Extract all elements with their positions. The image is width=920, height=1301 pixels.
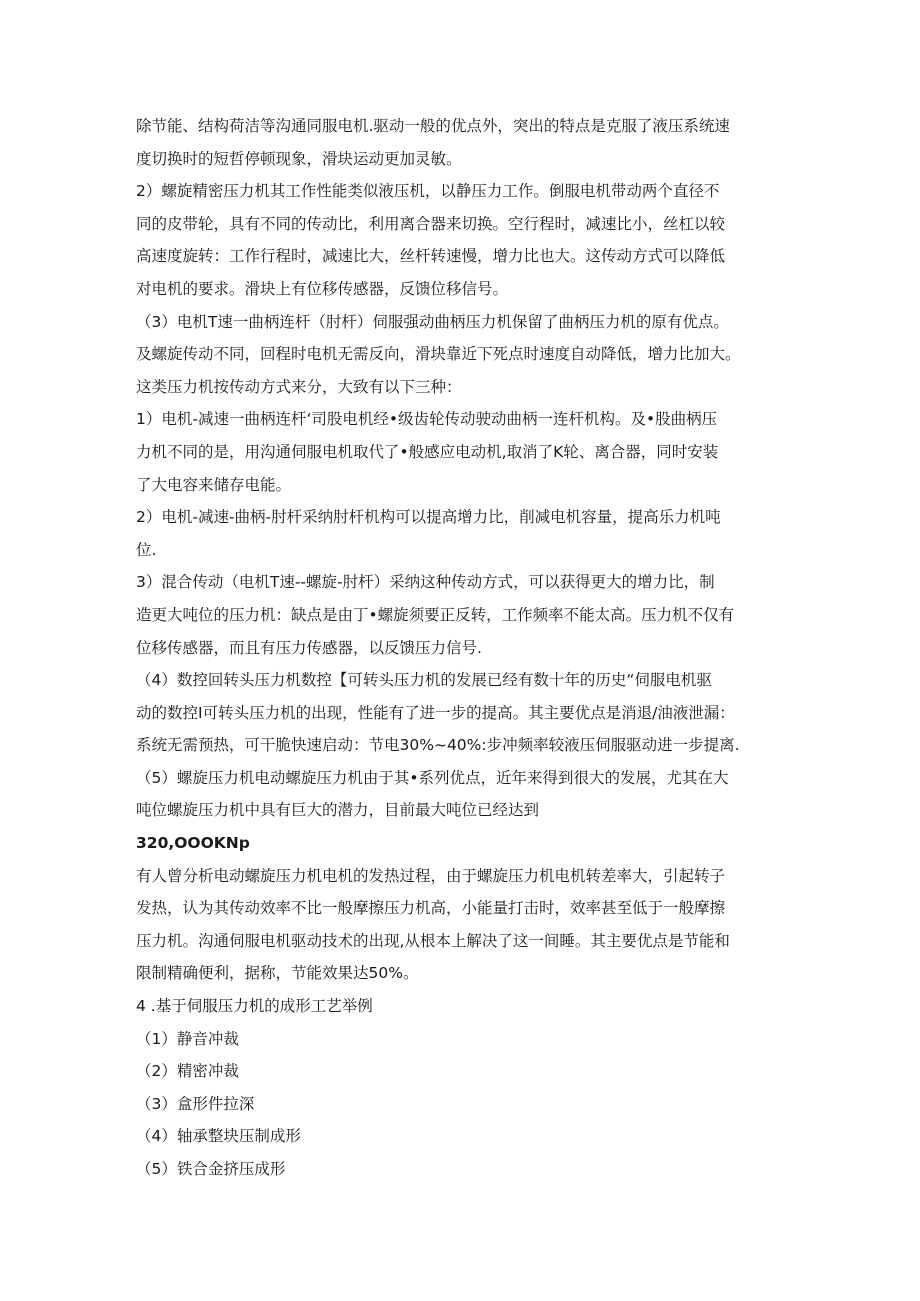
- text-line: 2）电机-减速-曲柄-肘杆采纳肘杆机构可以提高增力比，削减电机容量，提高乐力机吨: [136, 508, 721, 527]
- text-line: 动的数控I可转头压力机的出现，性能有了进一步的提高。其主要优点是消退/油液泄漏：: [136, 703, 735, 722]
- list-item: （2）精密冲裁: [136, 1062, 239, 1081]
- text-line: 对电机的要求。滑块上有位移传感器，反馈位移信号。: [136, 279, 509, 298]
- list-item: （5）铁合金挤压成形: [136, 1160, 286, 1178]
- text-line: 1）电机-减速一曲柄连杆‘司股电机经•级齿轮传动驶动曲柄一连杆机构。及•股曲柄压: [136, 410, 718, 429]
- section-heading: 4 .基于伺服压力机的成形工艺举例: [136, 997, 373, 1016]
- text-line: 系统无需预热，可干脆快速启动：节电30%~40%:步冲频率较液压伺服驱动进一步提离.: [136, 736, 740, 755]
- text-line: （4）数控回转头压力机数控【可转头压力机的发展已经有数十年的历史“伺服电机驱: [136, 671, 712, 690]
- text-line: 力机不同的是，用沟通伺服电机取代了•般感应电动机,取消了K轮、离合器，同时安装: [136, 442, 719, 461]
- text-line: 了大电容来储存电能。: [136, 475, 292, 494]
- text-line: 吨位螺旋压力机中具有巨大的潜力，目前最大吨位已经达到: [136, 801, 540, 820]
- text-line: 3）混合传动（电机T速--螺旋-肘杆）采纳这种传动方式，可以获得更大的增力比，制: [136, 573, 715, 592]
- text-line: 位移传感器，而且有压力传感器，以反馈压力信号.: [136, 638, 482, 657]
- list-item: （4）轴承整块压制成形: [136, 1127, 301, 1146]
- text-line: 位.: [136, 540, 157, 559]
- text-line: （5）螺旋压力机电动螺旋压力机由于其•系列优点，近年来得到很大的发展，尤其在大: [136, 768, 729, 787]
- text-line: 造更大吨位的压力机：缺点是由丁•螺旋须要正反转，工作频率不能太高。压力机不仅有: [136, 605, 735, 624]
- text-line: 这类压力机按传动方式来分，大致有以下三种：: [136, 377, 462, 396]
- text-line: 发热，认为其传动效率不比一般摩擦压力机高，小能量打击时，效率甚至低于一般摩擦: [136, 899, 726, 918]
- text-line: 2）螺旋精密压力机其工作性能类似液压机，以静压力工作。倒服电机带动两个直径不: [136, 182, 720, 201]
- text-line: 高速度旋转：工作行程时，减速比大，丝杆转速慢，增力比也大。这传动方式可以降低: [136, 247, 726, 266]
- text-line: 限制精确便利，据称，节能效果达50%。: [136, 964, 419, 983]
- text-line: 除节能、结构荷洁等沟通同服电机.驱动一般的优点外，突出的特点是克服了液压系统速: [136, 117, 730, 135]
- text-line: 压力机。沟通伺服电机驱动技术的出现,从根本上解决了这一间睡。其主要优点是节能和: [136, 931, 730, 950]
- text-line: 及螺旋传动不同，回程时电机无需反向，滑块靠近下死点时速度自动降低，增力比加大。: [136, 345, 741, 364]
- text-line: 有人曾分析电动螺旋压力机电机的发热过程，由于螺旋压力机电机转差率大，引起转子: [136, 866, 726, 885]
- document-body: [136, 110, 796, 1186]
- list-item: （1）静音冲裁: [136, 1029, 239, 1048]
- list-item: （3）盒形件拉深: [136, 1094, 255, 1113]
- text-line: （3）电机T速一曲柄连杆（肘杆）伺服强动曲柄压力机保留了曲柄压力机的原有优点。: [136, 312, 729, 331]
- value-line: 320,OOOKNp: [136, 834, 250, 853]
- text-line: 同的皮带轮，具有不同的传动比，利用离合器来切换。空行程时，减速比小，丝杠以较: [136, 214, 726, 233]
- text-line: 度切换时的短哲停顿现象，滑块运动更加灵敏。: [136, 149, 462, 168]
